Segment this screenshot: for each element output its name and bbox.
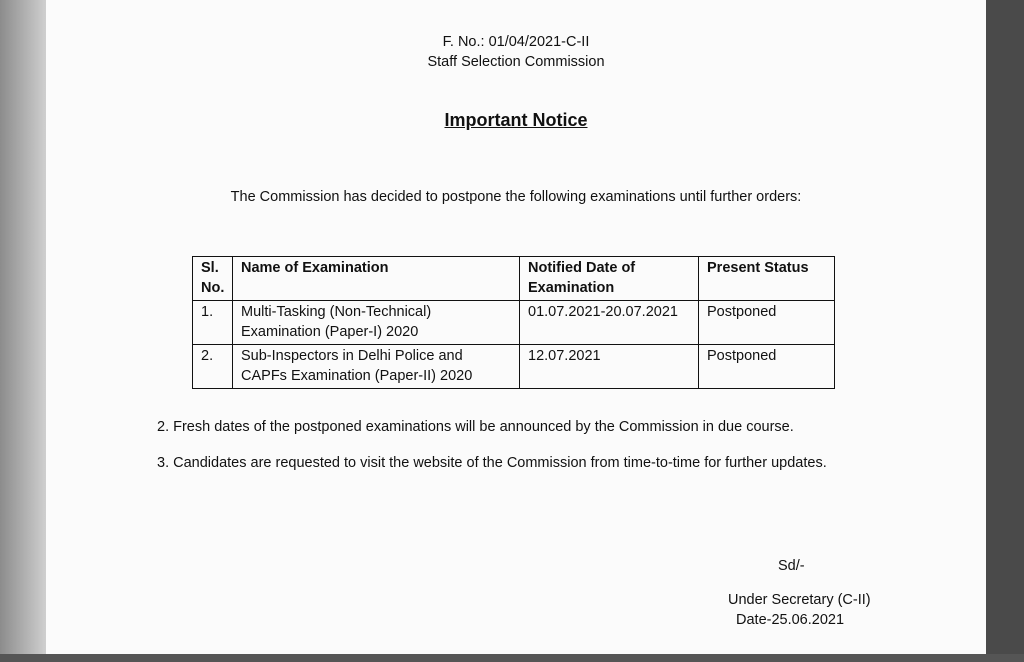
notice-heading: Important Notice [444, 110, 588, 130]
viewer-scroll-area[interactable] [986, 0, 1024, 662]
signed-mark: Sd/- [778, 558, 805, 574]
cell-sl-no: 2. [193, 345, 233, 389]
file-number: F. No.: 01/04/2021-C-II [442, 34, 590, 50]
table-row [193, 345, 835, 389]
signatory-designation: Under Secretary (C-II) [728, 592, 871, 608]
cell-exam-name: Multi-Tasking (Non-Technical) Examination (Paper-I) 2020 [233, 301, 520, 345]
notice-date: Date-25.06.2021 [736, 612, 845, 628]
paragraph-3: 3. Candidates are requested to visit the website of the Commission from time-to-time for further updates. [157, 455, 827, 471]
exam-table [192, 256, 835, 389]
table-row [193, 301, 835, 345]
header-present-status: Present Status [699, 257, 835, 301]
cell-status: Postponed [699, 345, 835, 389]
cell-notified-date: 01.07.2021-20.07.2021 [520, 301, 699, 345]
paragraph-2: 2. Fresh dates of the postponed examinations will be announced by the Commission in due course. [157, 419, 794, 435]
header-exam-name: Name of Examination [233, 257, 520, 301]
cell-status: Postponed [699, 301, 835, 345]
viewer-left-margin [0, 0, 46, 662]
intro-text: The Commission has decided to postpone the following examinations until further orders: [230, 189, 802, 205]
cell-exam-name: Sub-Inspectors in Delhi Police and CAPFs Examination (Paper-II) 2020 [233, 345, 520, 389]
cell-notified-date: 12.07.2021 [520, 345, 699, 389]
organization-name: Staff Selection Commission [427, 54, 605, 70]
header-sl-no: Sl. No. [193, 257, 233, 301]
document-page [46, 0, 986, 654]
header-notified-date: Notified Date of Examination [520, 257, 699, 301]
viewer-bottom-bar [0, 654, 1024, 662]
cell-sl-no: 1. [193, 301, 233, 345]
table-header-row [193, 257, 835, 301]
